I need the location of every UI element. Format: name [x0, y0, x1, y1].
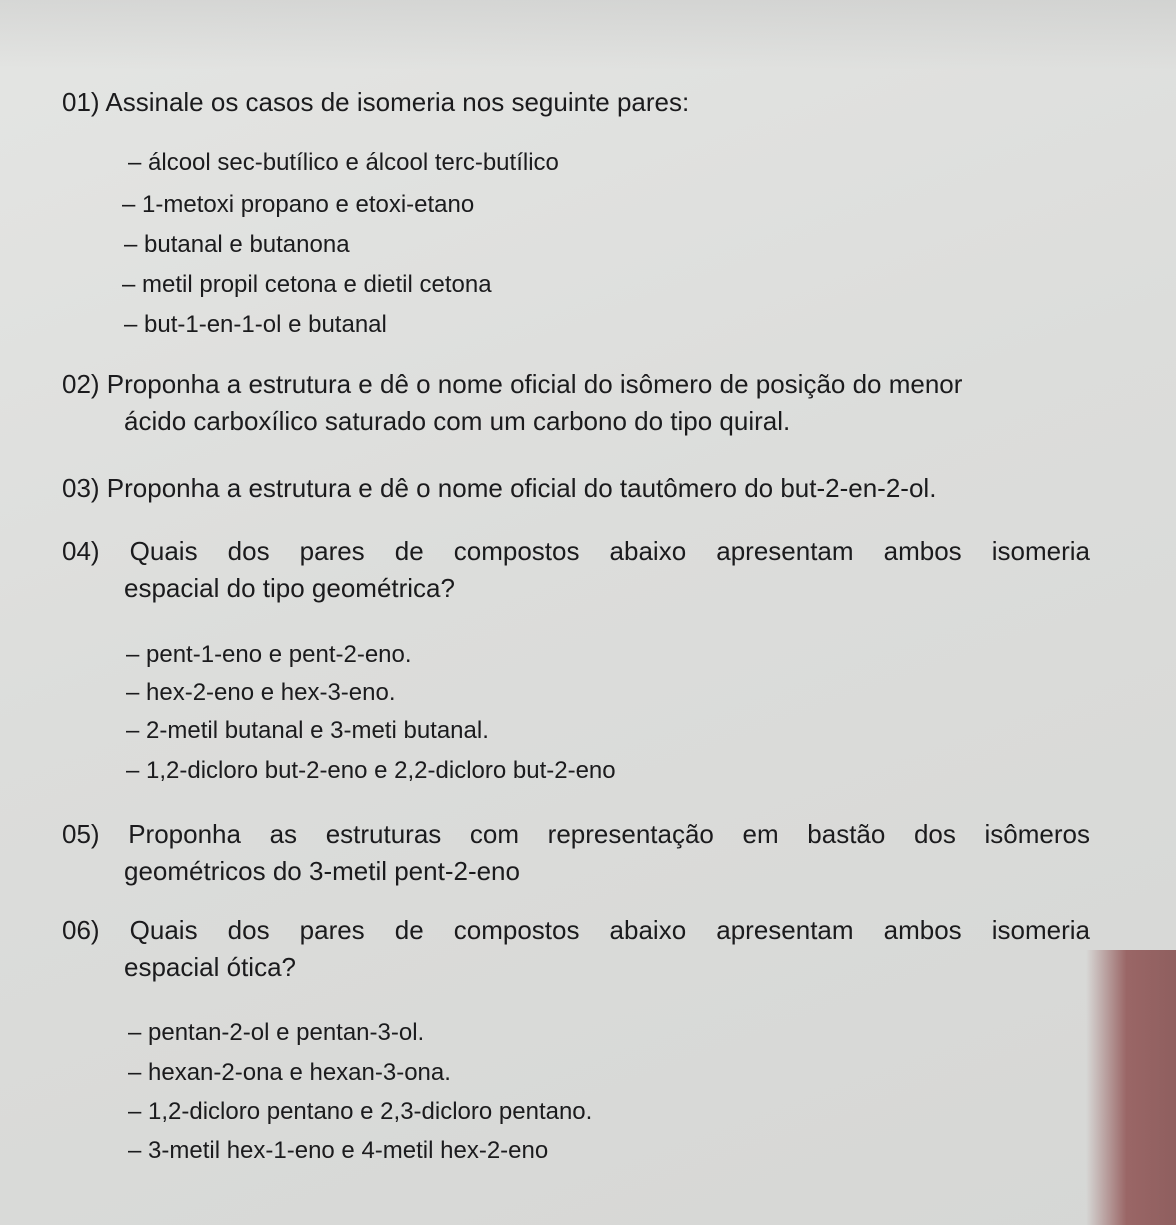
question-06	[62, 912, 1090, 986]
question-02	[62, 366, 962, 440]
q4-item-1: – pent-1-eno e pent-2-eno.	[126, 641, 412, 668]
q1-item-2: – 1-metoxi propano e etoxi-etano	[122, 191, 475, 218]
question-02-line-1: 02) Proponha a estrutura e dê o nome oficial do isômero de posição do menor	[62, 369, 963, 399]
question-01	[62, 84, 689, 121]
question-03	[62, 470, 936, 507]
q4-item-4: – 1,2-dicloro but-2-eno e 2,2-dicloro but-2-eno	[126, 757, 616, 784]
paper-shadow-top	[0, 0, 1176, 70]
question-05	[62, 816, 1090, 890]
q1-item-1: – álcool sec-butílico e álcool terc-butílico	[128, 149, 559, 176]
q6-item-4: – 3-metil hex-1-eno e 4-metil hex-2-eno	[128, 1137, 549, 1164]
question-04	[62, 533, 1090, 607]
q1-item-5: – but-1-en-1-ol e butanal	[124, 311, 387, 338]
question-04-line-2: espacial do tipo geométrica?	[124, 573, 455, 603]
question-05-line-2: geométricos do 3-metil pent-2-eno	[124, 856, 520, 886]
question-06-line-1: 06) Quais dos pares de compostos abaixo apresentam ambos isomeria	[62, 915, 1090, 945]
paper-shadow-right	[1086, 950, 1176, 1225]
q6-item-2: – hexan-2-ona e hexan-3-ona.	[128, 1059, 451, 1086]
question-04-line-1: 04) Quais dos pares de compostos abaixo apresentam ambos isomeria	[62, 536, 1090, 566]
question-01-text: 01) Assinale os casos de isomeria nos seguinte pares:	[62, 87, 690, 117]
q4-item-2: – hex-2-eno e hex-3-eno.	[126, 679, 396, 706]
question-03-text: 03) Proponha a estrutura e dê o nome oficial do tautômero do but-2-en-2-ol.	[62, 473, 937, 503]
question-05-line-1: 05) Proponha as estruturas com representação em bastão dos isômeros	[62, 819, 1090, 849]
q4-item-3: – 2-metil butanal e 3-meti butanal.	[126, 717, 489, 744]
question-02-line-2: ácido carboxílico saturado com um carbono do tipo quiral.	[124, 406, 791, 436]
q6-item-3: – 1,2-dicloro pentano e 2,3-dicloro pentano.	[128, 1098, 593, 1125]
question-06-line-2: espacial ótica?	[124, 952, 296, 982]
q1-item-4: – metil propil cetona e dietil cetona	[122, 271, 492, 298]
q6-item-1: – pentan-2-ol e pentan-3-ol.	[128, 1019, 425, 1046]
q1-item-3: – butanal e butanona	[124, 231, 350, 258]
